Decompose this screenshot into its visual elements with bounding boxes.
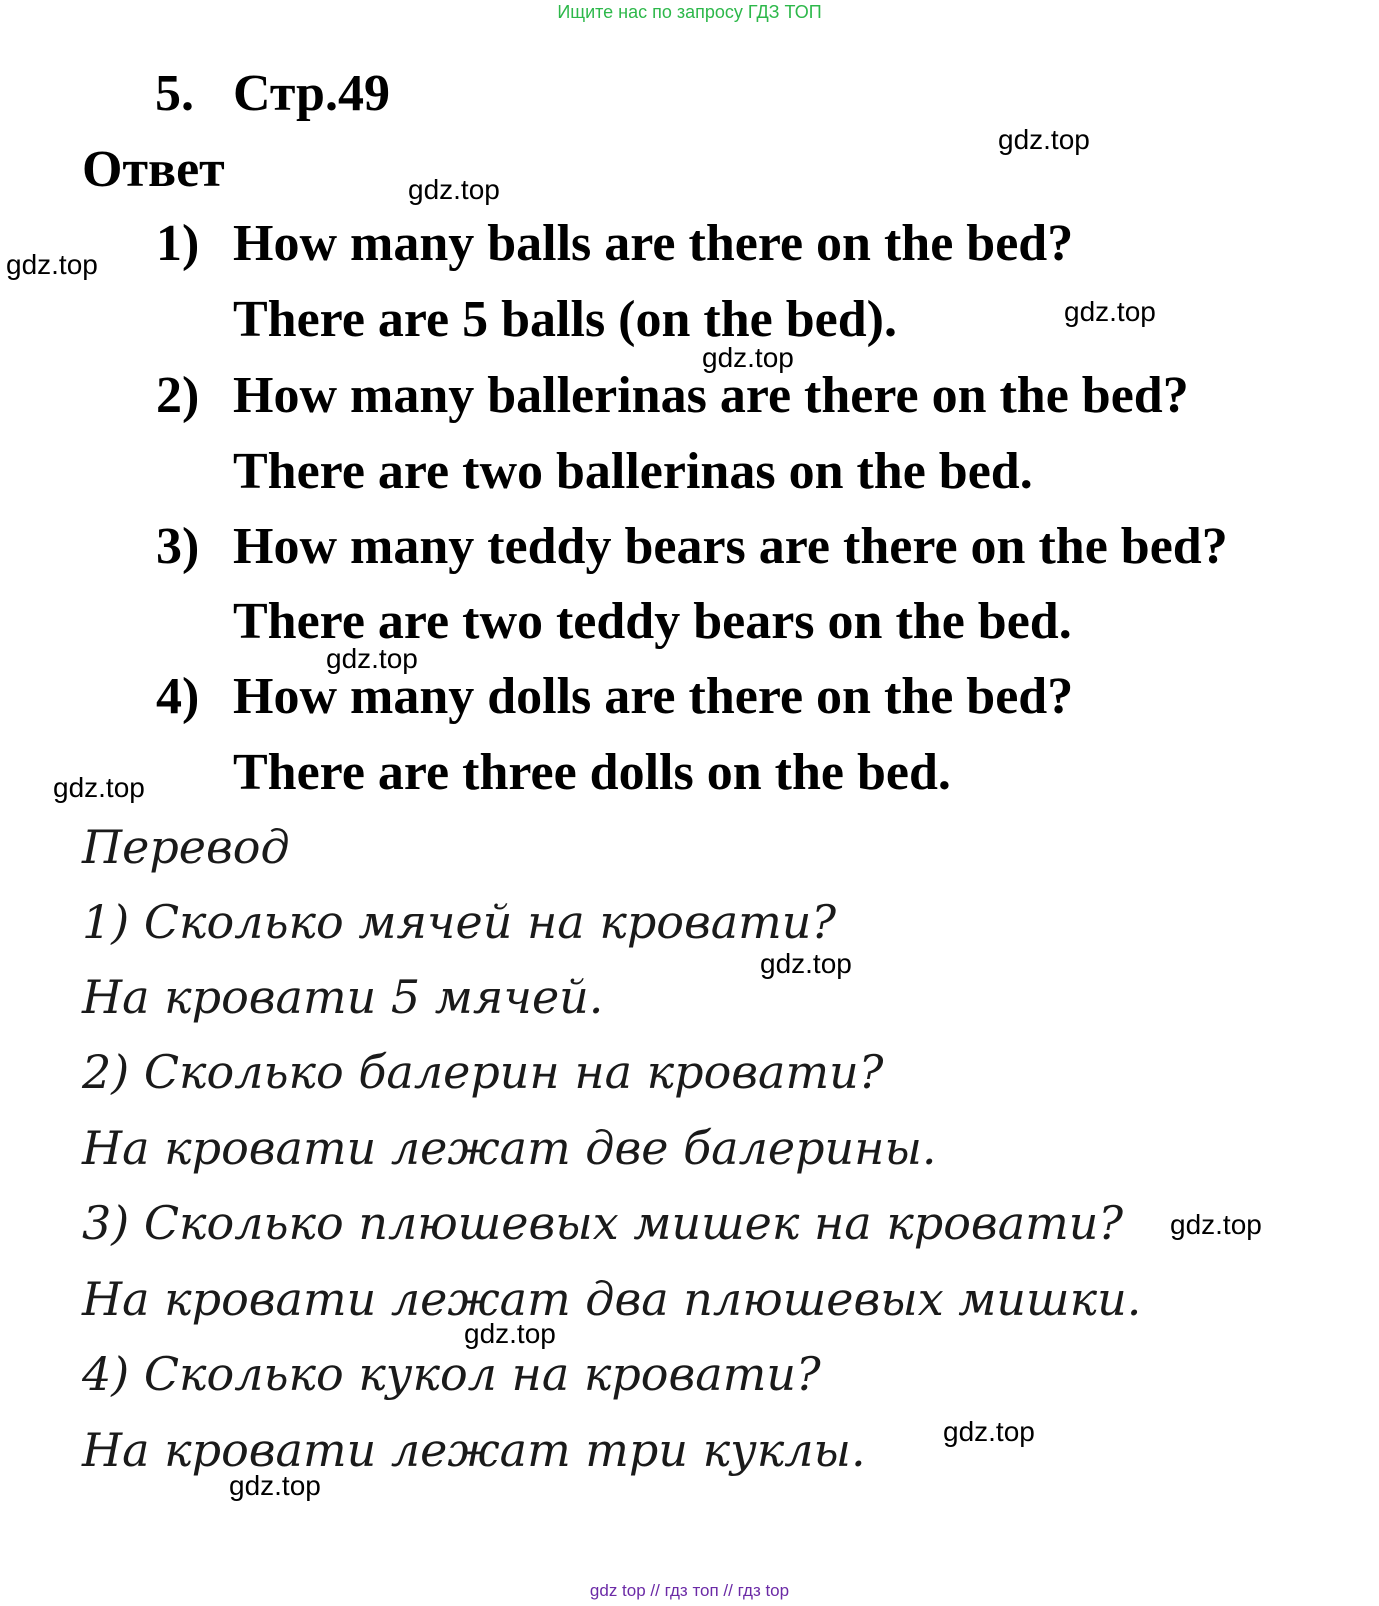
watermark: gdz.top (464, 1318, 556, 1349)
answer-2-reply: There are two ballerinas on the bed. (233, 443, 1033, 500)
watermark: gdz.top (998, 124, 1090, 155)
answer-3-question: How many teddy bears are there on the bed? (233, 518, 1228, 575)
answer-2-number: 2) (156, 367, 200, 424)
watermark: gdz.top (1170, 1209, 1262, 1240)
watermark: gdz.top (702, 342, 794, 373)
translation-line: 3) Сколько плюшевых мишек на кровати? (82, 1196, 1124, 1250)
answer-4-question: How many dolls are there on the bed? (233, 668, 1074, 725)
answer-2-question: How many ballerinas are there on the bed? (233, 367, 1189, 424)
task-number: 5. (155, 65, 194, 122)
watermark: gdz.top (1064, 296, 1156, 327)
watermark: gdz.top (326, 643, 418, 674)
translation-line: 1) Сколько мячей на кровати? (82, 895, 837, 949)
watermark: gdz.top (943, 1416, 1035, 1447)
translation-line: 2) Сколько балерин на кровати? (82, 1045, 884, 1099)
watermark: gdz.top (760, 948, 852, 979)
translation-line: На кровати 5 мячей. (82, 970, 604, 1024)
top-banner: Ищите нас по запросу ГДЗ ТОП (557, 2, 822, 22)
answer-1-number: 1) (156, 215, 200, 272)
watermark: gdz.top (408, 174, 500, 205)
answer-3-reply: There are two teddy bears on the bed. (233, 593, 1072, 650)
watermark: gdz.top (6, 249, 98, 280)
translation-line: 4) Сколько кукол на кровати? (82, 1347, 821, 1401)
translation-title: Перевод (82, 820, 290, 874)
answer-4-reply: There are three dolls on the bed. (233, 744, 951, 801)
footer-links: gdz top // гдз топ // гдз top (589, 1581, 790, 1600)
translation-line: На кровати лежат две балерины. (82, 1121, 937, 1175)
answer-4-number: 4) (156, 668, 200, 725)
translation-line: На кровати лежат два плюшевых мишки. (82, 1272, 1142, 1326)
answer-3-number: 3) (156, 518, 200, 575)
answer-title: Ответ (82, 141, 225, 198)
answer-1-question: How many balls are there on the bed? (233, 215, 1074, 272)
translation-line: На кровати лежат три куклы. (82, 1423, 866, 1477)
watermark: gdz.top (53, 772, 145, 803)
answer-1-reply: There are 5 balls (on the bed). (233, 291, 897, 348)
watermark: gdz.top (229, 1470, 321, 1501)
task-page: Стр.49 (233, 65, 390, 122)
